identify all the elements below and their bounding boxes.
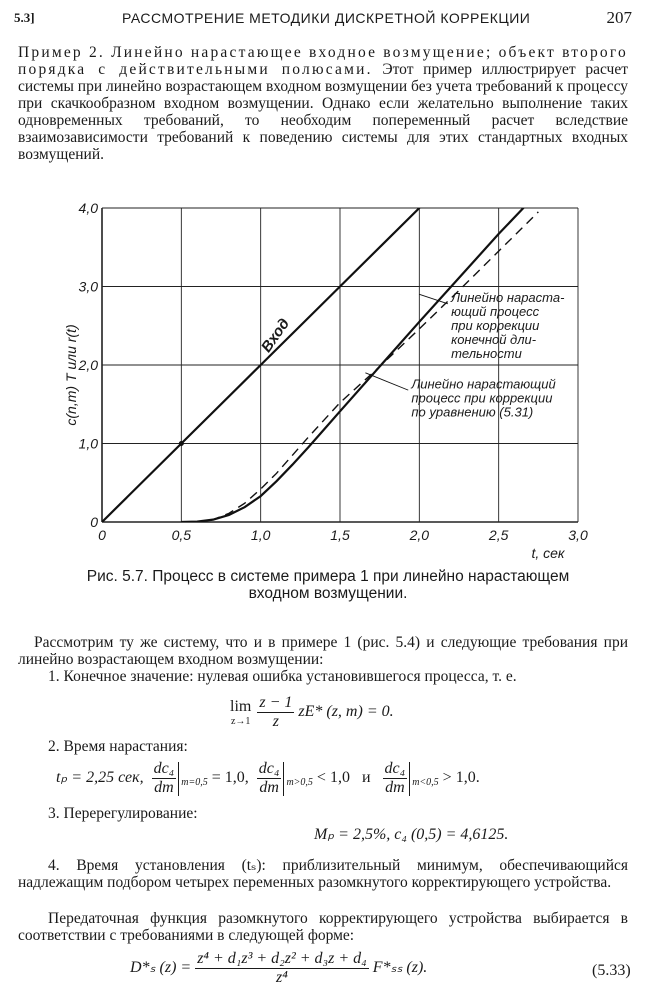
y-tick-label: 0 [90, 514, 98, 530]
x-tick-label: 3,0 [568, 527, 588, 543]
eq531-label-line: Линейно нарастающий [411, 376, 556, 392]
rise-cond-3: m<0,5 [412, 777, 439, 789]
example-heading: Пример 2. Линейно нарастающее входное возмущение; объект второго порядка с действительными полюсами. [18, 44, 628, 78]
eq531-leader-line [365, 373, 408, 390]
finite-duration-label-line: Линейно нараста- [451, 290, 565, 306]
finite-duration-label-line: при коррекции [451, 318, 540, 334]
rise-dc-2: dc₄ [258, 760, 280, 777]
x-axis-label: t, сек [531, 545, 565, 561]
limit-lim: lim [230, 698, 252, 715]
eq531-label-line: по уравнению (5.31) [411, 404, 534, 420]
y-tick-label: 4,0 [78, 200, 98, 216]
rise-dm-2: dm [259, 779, 279, 796]
transfer-function-formula [130, 950, 427, 987]
x-tick-label: 2,5 [488, 527, 509, 543]
x-tick-label: 1,0 [250, 527, 271, 543]
intro-text: Этот пример иллюстрирует расчет системы при линейно возрастающем входном возмущении без учета требований к процессу при скачкообразном входном возмущении. Однако если желательно выполнение таких одновременных требований, то необходим попеременный расчет вследствие взаимозависимости требований к поведению системы для этих стандартных входных возмущений. [18, 61, 628, 163]
y-axis-label: c(n,m) Т или r(t) [63, 324, 79, 426]
finite-duration-label-line: конечной дли- [451, 332, 537, 348]
input-line-label: Вход [257, 315, 294, 356]
rise-tp: tₚ = 2,25 сек, [56, 769, 144, 787]
limit-formula [228, 694, 394, 731]
rise-val-1: = 1,0, [211, 769, 249, 787]
input-marker [179, 441, 184, 446]
requirement-2: 2. Время нарастания: [48, 738, 188, 755]
transfer-rhs: F*ₛₛ (z). [372, 959, 428, 977]
x-tick-label: 0 [98, 527, 106, 543]
page-number: 207 [606, 8, 632, 27]
y-tick-label: 2,0 [78, 357, 98, 373]
limit-numerator: z − 1 [259, 694, 293, 711]
figure-5-7-chart [63, 198, 600, 564]
requirement-4: 4. Время установления (tₛ): приблизительный минимум, обеспечивающийся надлежащим подбором четырех переменных разомкнутого корректирующего устройства. [18, 857, 628, 891]
transfer-paragraph: Передаточная функция разомкнутого корректирующего устройства выбирается в соответствии с требованиями в следующей форме: [18, 910, 628, 944]
y-tick-label: 3,0 [78, 278, 98, 295]
rise-and: и [361, 769, 371, 787]
rise-dc-3: dc₄ [384, 760, 406, 777]
requirement-1: 1. Конечное значение: нулевая ошибка установившегося процесса, т. е. [48, 668, 517, 685]
rise-cond-2: m>0,5 [286, 777, 313, 789]
limit-rhs: zE* (z, m) = 0. [298, 703, 394, 721]
limit-subscript: z→1 [230, 716, 251, 727]
y-tick-label: 1,0 [78, 435, 98, 452]
eq531-label [410, 377, 555, 420]
x-tick-label: 2,0 [409, 527, 430, 543]
overshoot-formula: Mₚ = 2,5%, c₄ (0,5) = 4,6125. [314, 826, 509, 843]
caption-line-1: Рис. 5.7. Процесс в системе примера 1 при линейно нарастающем [86, 568, 570, 585]
caption-line-2: входном возмущении. [248, 585, 408, 602]
rise-dm-3: dm [385, 779, 405, 796]
rise-dc-1: dc₄ [153, 760, 175, 777]
finite-duration-label-line: ющий процесс [451, 304, 540, 320]
continue-paragraph: Рассмотрим ту же систему, что и в примере 1 (рис. 5.4) и следующие требования при линейно возрастающем входном возмущении: [18, 634, 628, 668]
series-line-3 [181, 212, 538, 522]
requirement-3: 3. Перерегулирование: [48, 805, 198, 822]
rise-time-formula [56, 760, 480, 797]
page-header [14, 8, 632, 30]
x-tick-label: 0,5 [171, 527, 192, 543]
transfer-numerator: z⁴ + d₁z³ + d₂z² + d₃z + d₄ [197, 950, 367, 967]
transfer-denominator: z⁴ [276, 969, 288, 986]
transfer-lhs: D*ₛ (z) = [130, 959, 192, 977]
rise-dm-1: dm [154, 779, 174, 796]
finite-duration-label-line: тельности [451, 346, 522, 362]
eq531-label-line: процесс при коррекции [411, 390, 553, 406]
equation-number: (5.33) [592, 962, 631, 979]
figure-caption [40, 568, 616, 602]
rise-val-2: < 1,0 [316, 769, 350, 787]
x-tick-label: 1,5 [330, 527, 350, 543]
section-number: 5.3] [14, 10, 35, 25]
finite-duration-label [450, 290, 565, 361]
intro-paragraph [18, 44, 628, 163]
limit-denominator: z [272, 713, 279, 730]
rise-cond-1: m=0,5 [181, 777, 208, 789]
running-title: РАССМОТРЕНИЕ МЕТОДИКИ ДИСКРЕТНОЙ КОРРЕКЦИИ [122, 10, 531, 26]
rise-val-3: > 1,0. [442, 769, 480, 787]
